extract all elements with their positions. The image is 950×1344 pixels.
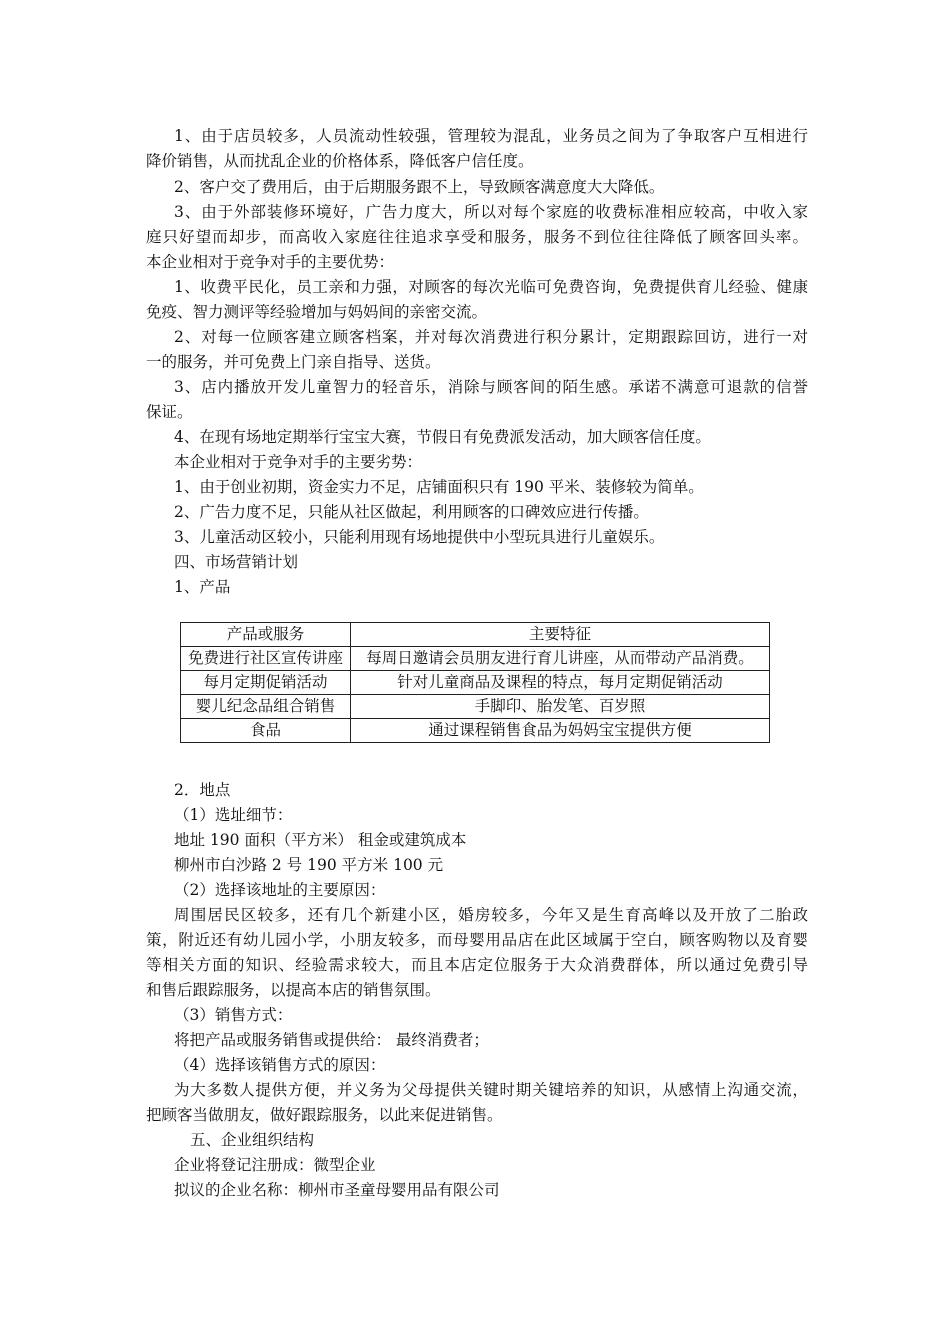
paragraph-line: 企业将登记注册成：微型企业: [174, 1156, 376, 1174]
paragraph-line: 为大多数人提供方便，并义务为父母提供关键时期关键培养的知识，从感情上沟通交流，: [174, 1081, 808, 1099]
advantages-heading: 本企业相对于竞争对手的主要优势：: [146, 253, 395, 271]
section-heading: 五、企业组织结构: [190, 1131, 315, 1149]
table-cell: 婴儿纪念品组合销售: [181, 695, 351, 719]
table-cell: 免费进行社区宣传讲座: [181, 647, 351, 671]
table-row: [181, 719, 770, 743]
paragraph-line: 保证。: [146, 403, 193, 421]
paragraph-line: 庭只好望而却步，而高收入家庭往往追求享受和服务，服务不到位往往降低了顾客回头率。: [146, 228, 808, 246]
table-cell: 手脚印、胎发笔、百岁照: [351, 695, 770, 719]
table-header-cell: 产品或服务: [181, 623, 351, 647]
paragraph-line: 拟议的企业名称：柳州市圣童母婴用品有限公司: [174, 1181, 500, 1199]
table-row: [181, 695, 770, 719]
table-cell: 通过课程销售食品为妈妈宝宝提供方便: [351, 719, 770, 743]
paragraph-line: 周围居民区较多，还有几个新建小区，婚房较多，今年又是生育高峰以及开放了二胎政: [174, 906, 808, 924]
disadvantages-heading: 本企业相对于竞争对手的主要劣势：: [174, 453, 423, 471]
item-heading: （4）选择该销售方式的原因：: [174, 1056, 386, 1074]
paragraph-line: 1、收费平民化，员工亲和力强，对顾客的每次光临可免费咨询，免费提供育儿经验、健康: [174, 278, 808, 296]
item-heading: （1）选址细节：: [174, 806, 293, 824]
subsection-heading: 2．地点: [174, 781, 231, 799]
table-header-row: [181, 623, 770, 647]
paragraph-line: 3、儿童活动区较小，只能利用现有场地提供中小型玩具进行儿童娱乐。: [174, 528, 665, 546]
paragraph-line: 1、由于创业初期，资金实力不足，店铺面积只有 190 平米、装修较为简单。: [174, 478, 704, 496]
table-header-cell: 主要特征: [351, 623, 770, 647]
paragraph-line: 2、广告力度不足，只能从社区做起，利用顾客的口碑效应进行传播。: [174, 503, 649, 521]
subsection-heading: 1、产品: [174, 578, 231, 596]
section-heading: 四、市场营销计划: [174, 553, 299, 571]
paragraph-line: 等相关方面的知识、经验需求较大，而且本店定位服务于大众消费群体，所以通过免费引导: [146, 956, 808, 974]
table-cell: 每周日邀请会员朋友进行育儿讲座，从而带动产品消费。: [351, 647, 770, 671]
table-row: [181, 671, 770, 695]
item-heading: （2）选择该地址的主要原因：: [174, 881, 386, 899]
item-heading: （3）销售方式：: [174, 1006, 293, 1024]
paragraph-line: 和售后跟踪服务，以提高本店的销售氛围。: [146, 981, 441, 999]
table-cell: 每月定期促销活动: [181, 671, 351, 695]
paragraph-line: 3、店内播放开发儿童智力的轻音乐，消除与顾客间的陌生感。承诺不满意可退款的信誉: [174, 378, 808, 396]
paragraph-line: 2、对每一位顾客建立顾客档案，并对每次消费进行积分累计，定期跟踪回访，进行一对: [174, 328, 808, 346]
paragraph-line: 将把产品或服务销售或提供给： 最终消费者；: [174, 1031, 489, 1049]
site-header-line: 地址 190 面积（平方米） 租金或建筑成本: [174, 831, 467, 849]
table-cell: 食品: [181, 719, 351, 743]
paragraph-line: 3、由于外部装修环境好，广告力度大，所以对每个家庭的收费标准相应较高，中收入家: [174, 203, 808, 221]
paragraph-line: 把顾客当做朋友，做好跟踪服务，以此来促进销售。: [146, 1106, 503, 1124]
paragraph-line: 1、由于店员较多，人员流动性较强，管理较为混乱，业务员之间为了争取客户互相进行: [174, 127, 808, 145]
table-cell: 针对儿童商品及课程的特点，每月定期促销活动: [351, 671, 770, 695]
paragraph-line: 免疫、智力测评等经验增加与妈妈间的亲密交流。: [146, 303, 488, 321]
paragraph-line: 2、客户交了费用后，由于后期服务跟不上，导致顾客满意度大大降低。: [174, 178, 665, 196]
table-row: [181, 647, 770, 671]
paragraph-line: 降价销售，从而扰乱企业的价格体系，降低客户信任度。: [146, 152, 534, 170]
product-table: [180, 622, 770, 743]
site-values-line: 柳州市白沙路 2 号 190 平方米 100 元: [174, 856, 444, 874]
paragraph-line: 策，附近还有幼儿园小学，小朋友较多，而母婴用品店在此区域属于空白，顾客购物以及育婴: [146, 931, 808, 949]
paragraph-line: 一的服务，并可免费上门亲自指导、送货。: [146, 353, 441, 371]
paragraph-line: 4、在现有场地定期举行宝宝大赛，节假日有免费派发活动，加大顾客信任度。: [174, 428, 711, 446]
